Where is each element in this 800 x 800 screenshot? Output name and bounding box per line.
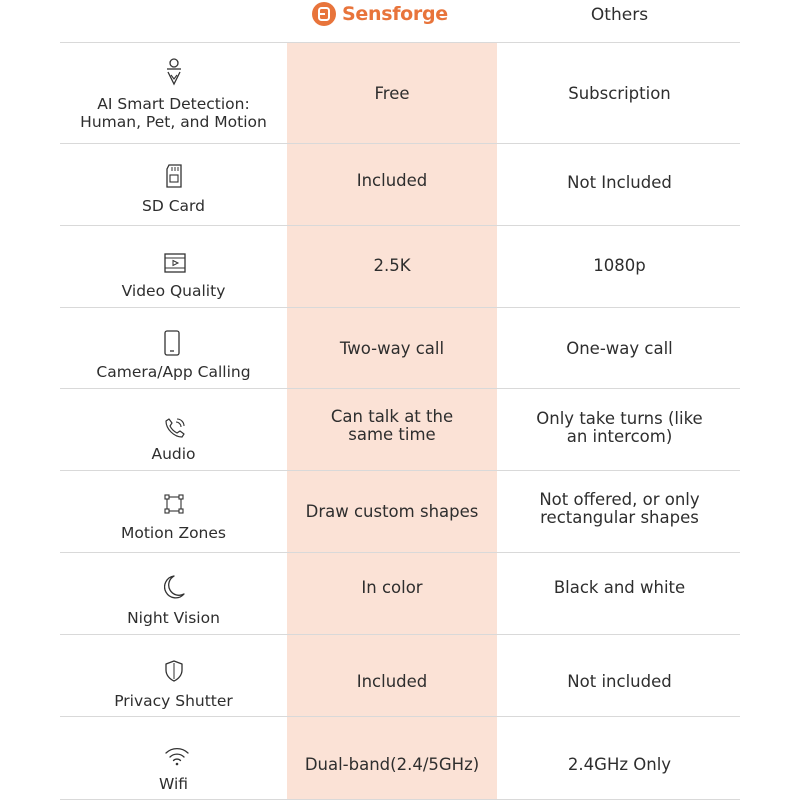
- sd-card-icon: [164, 164, 184, 186]
- others-value: Black and white: [553, 578, 686, 597]
- moon-icon: [164, 574, 184, 596]
- feature-cell: [60, 553, 287, 635]
- feature-label: AI Smart Detection: Human, Pet, and Motion: [80, 95, 267, 131]
- others-value: Not included: [567, 672, 672, 691]
- comparison-row-motion-zones: [60, 470, 740, 553]
- comparison-row-night-vision: [60, 552, 740, 635]
- sensforge-logo-icon: [312, 2, 336, 26]
- comparison-row-audio: [60, 388, 740, 471]
- others-value: One-way call: [566, 338, 673, 358]
- others-value: 2.4GHz Only: [567, 755, 672, 774]
- comparison-row-wifi: [60, 716, 740, 800]
- sensforge-value: Can talk at the same time: [330, 407, 454, 444]
- sensforge-value: Dual-band(2.4/5GHz): [304, 755, 480, 774]
- feature-cell: [60, 308, 287, 389]
- feature-label: Privacy Shutter: [114, 692, 233, 710]
- sensforge-value: Two-way call: [339, 338, 445, 358]
- feature-cell: [60, 471, 287, 553]
- wifi-icon: [164, 746, 184, 768]
- others-value: Subscription: [568, 83, 671, 103]
- sensforge-value: Included: [356, 672, 428, 691]
- sensforge-value: Included: [356, 171, 428, 190]
- feature-label: Motion Zones: [120, 524, 226, 542]
- sensforge-value: In color: [361, 578, 423, 597]
- sensforge-value: Free: [374, 83, 410, 103]
- brand-header: [312, 1, 448, 27]
- motion-zone-icon: [164, 494, 184, 516]
- ai-detection-icon: [164, 58, 184, 80]
- feature-label: Wifi: [158, 775, 189, 793]
- phone-call-icon: [164, 417, 184, 439]
- shield-icon: [164, 660, 184, 682]
- comparison-row-sd-card: [60, 143, 740, 226]
- others-column-title: Others: [590, 5, 649, 25]
- others-value: Not Included: [567, 173, 672, 192]
- phone-icon: [164, 330, 184, 352]
- feature-label: SD Card: [142, 197, 205, 215]
- video-icon: [164, 253, 184, 275]
- feature-cell: [60, 144, 287, 226]
- comparison-row-calling: [60, 307, 740, 389]
- feature-cell: [60, 226, 287, 308]
- sensforge-value: Draw custom shapes: [305, 502, 479, 521]
- comparison-row-video-quality: [60, 225, 740, 308]
- comparison-header: [0, 0, 800, 42]
- feature-label: Night Vision: [127, 609, 220, 627]
- feature-cell: [60, 635, 287, 717]
- feature-label: Camera/App Calling: [96, 363, 251, 381]
- feature-cell: [60, 43, 287, 144]
- feature-cell: [60, 389, 287, 471]
- comparison-row-privacy-shutter: [60, 634, 740, 717]
- feature-cell: [60, 717, 287, 799]
- others-value: Only take turns (like an intercom): [536, 409, 703, 446]
- brand-name: Sensforge: [342, 3, 448, 25]
- feature-label: Audio: [151, 445, 196, 463]
- sensforge-value: 2.5K: [373, 256, 411, 275]
- comparison-row-ai-detection: [60, 42, 740, 144]
- others-value: Not offered, or only rectangular shapes: [539, 490, 700, 527]
- others-value: 1080p: [593, 256, 646, 275]
- feature-label: Video Quality: [121, 282, 226, 300]
